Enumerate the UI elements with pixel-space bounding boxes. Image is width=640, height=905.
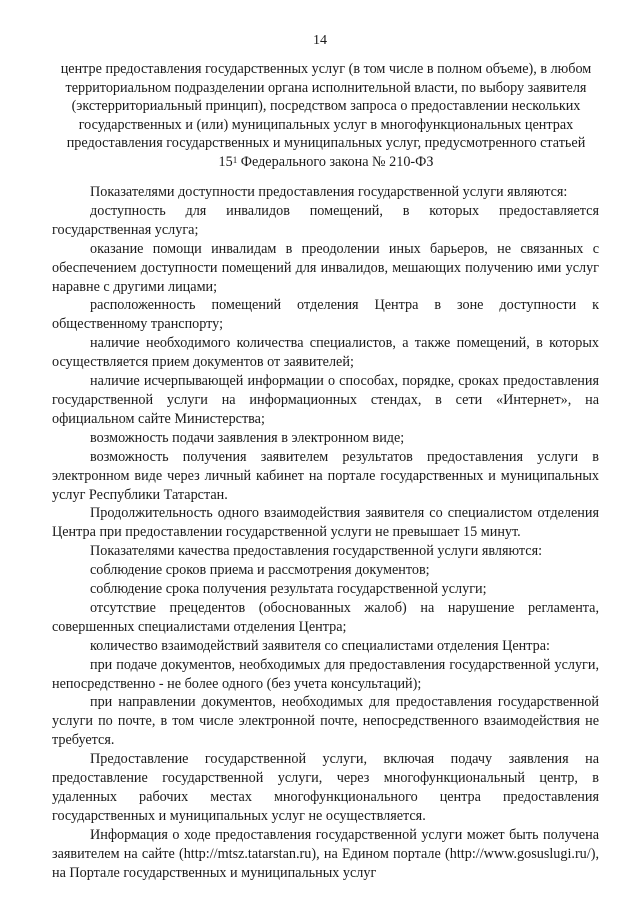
paragraph: при направлении документов, необходимых для предоставления государственной услуги по почте, в том числе электронной почте, непосредственного взаимодействия не требуется. (52, 694, 599, 749)
paragraph: Показателями доступности предоставления государственной услуги являются: (90, 184, 568, 200)
page-number: 14 (313, 33, 327, 48)
paragraph: Информация о ходе предоставления государственной услуги может быть получена заявителем на сайте (http://mtsz.tatarstan.ru), на Едином портале (http://www.gosuslugi.ru/), на Портале государственных и муниципальных услуг (52, 826, 599, 881)
heading-text: центре предоставления государственных услуг (в том числе в полном объеме), в любом территориальном подразделении органа исполнительной власти, по выбору заявителя (экстерриториальный принцип), посредством запроса о предоставлении нескольких государственных и (или) муниципальных услуг в многофункциональных центрах предоставления государственных и муниципальных услуг, предусмотренного статьей 15 (60, 61, 592, 170)
paragraph: количество взаимодействий заявителя со специалистами отделения Центра: (90, 637, 550, 654)
paragraph: Продолжительность одного взаимодействия заявителя со специалистом отделения Центра при предоставлении государственной услуги не превышает 15 минут. (52, 505, 599, 541)
paragraph: оказание помощи инвалидам в преодолении иных барьеров, не связанных с обеспечением доступности помещений для инвалидов, мешающих получению ими услуг наравне с другими лицами; (52, 240, 599, 295)
heading-superscript: 1 (232, 154, 238, 165)
paragraph: соблюдение срока получения результата государственной услуги; (90, 581, 487, 598)
paragraph: расположенность помещений отделения Центра в зоне доступности к общественному транспорту; (52, 297, 599, 333)
paragraph: отсутствие прецедентов (обоснованных жалоб) на нарушение регламента, совершенных специалистами отделения Центра; (52, 599, 599, 635)
paragraph: при подаче документов, необходимых для предоставления государственной услуги, непосредственно - не более одного (без учета консультаций); (52, 656, 599, 692)
paragraph: возможность подачи заявления в электронном виде; (90, 429, 405, 446)
paragraph: Предоставление государственной услуги, включая подачу заявления на предоставление государственной услуги, через многофункциональный центр, в удаленных рабочих местах многофункционального центра предоставления государственных и муниципальных услуг не осуществляется. (52, 751, 599, 824)
section-heading (58, 60, 594, 171)
paragraph: доступность для инвалидов помещений, в которых предоставляется государственная услуга; (52, 202, 599, 238)
document-body (52, 183, 599, 883)
heading-tail: Федерального закона № 210-ФЗ (237, 153, 434, 170)
paragraph: наличие исчерпывающей информации о способах, порядке, сроках предоставления государственной услуги на информационных стендах, в сети «Интернет», на официальном сайте Министерства; (52, 373, 599, 427)
paragraph: Показателями качества предоставления государственной услуги являются: (90, 543, 543, 560)
paragraph: соблюдение сроков приема и рассмотрения документов; (90, 562, 430, 579)
paragraph: возможность получения заявителем результатов предоставления услуги в электронном виде через личный кабинет на портале государственных и муниципальных услуг Республики Татарстан. (52, 448, 599, 503)
paragraph: наличие необходимого количества специалистов, а также помещений, в которых осуществляется прием документов от заявителей; (52, 335, 599, 371)
